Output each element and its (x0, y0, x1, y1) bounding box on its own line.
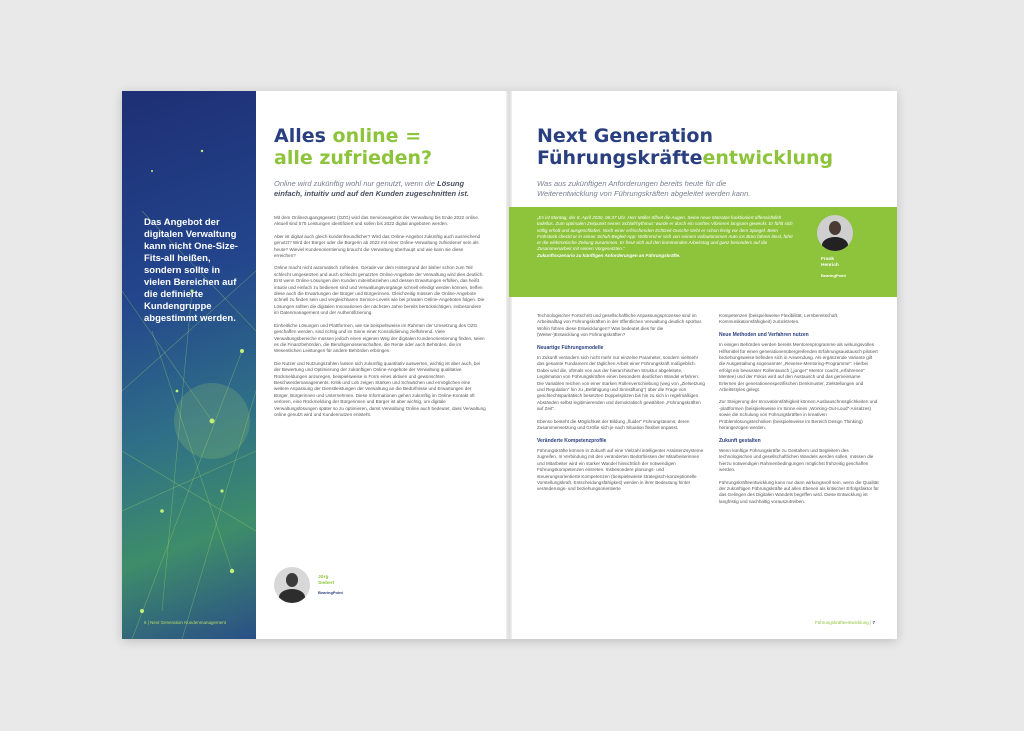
page-folio-left: 6 | Next Generation Kundenmanagement (144, 620, 226, 625)
right-page (509, 91, 897, 639)
left-page-lead (274, 179, 490, 199)
paragraph: Führungskräfte können in Zukunft auf eine Vielzahl intelligenter Assistenzsysteme zugreifen. In Verbindung mit den veränderten Bedürfnissen der Mitarbeiterinnen und Mitarbeiter wird ein starker Wandel hinsichtlich der notwendigen Führungskompetenzen eintreten. Insbesondere planungs- und steuerungsorientierte Kompetenzen (beispielsweise strategisch-konzeptionelle Vorstellungskraft, Entscheidungsfähigkeit) werden in ihrer Bedeutung hinter veränderungs- und beziehungsorientierte (537, 447, 704, 492)
panel-pull-quote: Das Angebot der digitalen Verwaltung kann nicht One-Size-Fits-all heißen, sondern sollte in vielen Bereichen auf die definierte Kundengruppe abgestimmt werden. (144, 217, 238, 324)
right-column-1 (537, 313, 705, 499)
section-heading: Neue Methoden und Verfahren nutzen (719, 331, 809, 338)
scenario-quote: „Es ist Montag, der 8. April 2030, 06:37 Uhr. Herr Müller öffnet die Augen. Seine neue Matratze funktioniert offensichtlich tadellos. Zum optimalen Zeitpunkt seines Schlafrhythmus' wurde er durch ein sanftes Vibrieren langsam geweckt. Er fühlt sich völlig erholt und ausgeschlafen. Noch einer erfrischenden Echtzeit-Dusche steht er schon fertig vor dem Spiegel. Beim Frühstück checkt er in seiner Schuh-Begleit-App: Während er sich von seinem vollautonomen Auto ins Büro fahren lässt, führt er die elektronische Zeitung zusammen. Er freut sich auf den kommenden Arbeitstag und ganz besonders auf die Zusammenarbeit mit seinen Vorgesetzten.“ (537, 215, 793, 252)
scenario-text (537, 215, 795, 259)
right-column-2 (719, 313, 879, 511)
page-folio-right (815, 620, 875, 625)
paragraph: Einheitliche Lösungen und Plattformen, wie sie beispielsweise im Rahmen der Umsetzung des OZG geschaffen werden, sind richtig und im Sinne einer Konsolidierung zielführend. Viele Verwaltungsbereiche müssen jedoch einen eigenen Weg der digitalen Kundenorientierung finden, seien es die Finanzbehörden, die Berufsgenossenschaften, die Rente oder auch Behörden, die im Wesentlichen Leistungen für andere Behörden erbringen. (274, 322, 485, 354)
section-heading: Veränderte Kompetenzprofile (537, 437, 607, 444)
paragraph: Mit dem Onlinezugangsgesetz (OZG) wird das Serviceangebot der Verwaltung bis Ende 2022 online. Aktuell sind 575 Leistungen identifiziert und sollen bis 2022 digital angeboten werden. (274, 215, 480, 227)
paragraph: In Zukunft verändern sich nicht mehr nur einzelne Parameter, sondern vielmehr das gesamte Fundament der täglichen Arbeit einer Führungskraft maßgeblich. Dabei wird die, oftmals von aus der hierarchischen Struktur abgeleitete, Legitimation von Führungskräften einen besonders deutlichen Wandel erfahren: Die Variablen reichen von einer starken Rollenverschiebung (weg von „Zielsetzung und Regulation“ hin zu „Befähigung und Sinnstiftung“) über die Frage von geschlechtsparitätisch besetzten Doppelspitzen bis hin zu sich in regelmäßigen Abständen selbst legitimierenden und demokratisch gewählten „Führungskräften auf Zeit“. (537, 355, 705, 412)
left-page (256, 91, 508, 639)
person-last-name: Henrich (821, 263, 839, 268)
person-name (821, 257, 839, 269)
left-page-title (274, 125, 494, 169)
paragraph: Führungskräfteentwicklung kann nur dann wirkungsvoll sein, wenn die Qualität der zukünftigen Führungskräfte auf allen Ebenen als kritischer Erfolgsfaktor für das Gelingen des Digitalen Wandels begriffen wird. Diese Entwicklung ist langfristig und nachhaltig vorauszutreiben. (719, 479, 879, 504)
title-part-zufrieden: alle zufrieden? (274, 147, 433, 169)
left-body-text (274, 215, 486, 424)
brochure-spread (122, 91, 897, 639)
title-part-alles: Alles (274, 125, 333, 147)
paragraph: Aber ist digital auch gleich kundenfreundlicher? Wird das Online-Angebot zukünftig auch ausreichend genutzt? Wird der Bürger oder die Bürgerin ab 2022 mit einer Online-Verwaltung zufriedener sein als heute? Wieviel Kundenorientierung braucht die Verwaltung überhaupt und wie kann sie diese erreichen? (274, 233, 481, 259)
portrait-head (829, 221, 841, 235)
author-first-name: Jörg (318, 575, 329, 580)
author-portrait (274, 567, 310, 603)
portrait-head (286, 573, 298, 587)
section-heading: Zukunft gestalten (719, 437, 761, 444)
folio-text: Führungskräfteentwicklung | (815, 620, 872, 625)
paragraph: In einigen Behörden werden bereits Mentorenprogramme als wirkungsvolles Hilfsmittel für einen generationenübergreifenden Erfahrungsaustausch pilotiert beziehungsweise befinden sich in Anwendung. Als ergänzende Variante gilt die Ausgestaltung sogenannter „Reverse-Mentoring-Programme“: Hierbei erfolgt ein bewusster Rollentausch („junger“ Mentor coacht „erfahrenen“ Mentee) und der Fokus wird auf den Austausch und das gemeinsame Erlernen der generationenspezifischen Denkmuster, Zielstellungen und Arbeitsstyles gelegt. (719, 342, 878, 393)
section-heading: Neuartige Führungsmodelle (537, 344, 604, 351)
decorative-network-panel (122, 91, 256, 639)
title-line-1: Next Generation (537, 125, 714, 147)
person-portrait (817, 215, 853, 251)
title-line-2b: entwicklung (702, 147, 834, 169)
paragraph: Online macht nicht automatisch zufrieden. Gerade vor dem Hintergrund der bisher schon zum Teil schlecht umgesetzten und auch schlecht genutzten Online-Angebote der Verwaltung wird dies deutlich. Erst wenn Online-Lösungen den Kunden miteinbeziehen und dessen Erwartungen erfüllen, das heißt intuitiv und einfach zu bedienen sind und Verwaltungsvorgänge schnell erledigt werden können, treffen diese auch die Erwartungen der Bürger und Bürgerinnen. Gleichzeitig müssen die Online-Angebote schnell zu finden sein und vergleichbaren Service-Levels wie bei privaten Online-Angeboten folgen. Die Lösungen sollten die digitalen Innovationen der nächsten Jahre bereits berücksichtigen, insbesondere im Datenmanagement und der Authentifizierung. (274, 265, 485, 316)
author-last-name: Siebert (318, 581, 335, 586)
paragraph: Technologischer Fortschritt und gesellschaftliche Anpassungsprozesse sind im Arbeitsalltag von Führungskräften in der öffentlichen Verwaltung deutlich spürbar. Wohin führen diese Entwicklungen? Was bedeutet dies für die (Weiter-)Entwicklung von Führungskräften? (537, 313, 703, 338)
paragraph: Ebenso besteht die Möglichkeit der Bildung „fluider“ Führungsteams, deren Zusammensetzung und Größe sich je nach Situation flexibel anpasst. (537, 418, 690, 431)
right-page-lead: Was aus zukünftigen Anforderungen bereits heute für die Weiterentwicklung von Führungskräften abgeleitet werden kann. (537, 179, 751, 198)
paragraph: Zur Steigerung der Innovationsfähigkeit können Ausbauschnüsglichkeiten und -plattformen (beispielsweise im Sinne eines „Working-Out-Loud“-Ansatzes) sowie die Schulung von Führungskräften in kreativen Problemlösungstechniken (beispielsweise im Bereich Design Thinking) herangezogen werden. (719, 399, 878, 431)
scenario-caption: Zukunftsszenario zu künftigen Anforderungen an Führungskräfte. (537, 252, 681, 258)
scenario-box (509, 207, 897, 297)
network-graphic (122, 91, 256, 639)
paragraph: Kompetenzen (beispielsweise Flexibilität, Lernbereitschaft, Kommunikationsfähigkeit) zurücktreten. (719, 313, 839, 325)
title-line-2a: Führungskräfte (537, 147, 703, 169)
portrait-shoulders (822, 237, 848, 251)
person-company: BearingPoint (821, 273, 846, 278)
paragraph: Die Nutzer und Nutzungszahlen lassen sich zukünftig quantitativ auswerten, wichtig ist aber auch, bei der Bewertung und Optimierung der zukünftigen Online-Angebote der Verwaltung qualitative Rückmeldungen anzuregen, beispielsweise in Form eines aktiven und gewünschten Beschwerdemanagements. Kritik und Lob zeigen Stärken und Schwächen und ermöglichen eine weitere Anpassung der Dienstleistungen der Verwaltung an die Bedürfnisse und Erwartungen der Bürger, Bürgerinnen und Unternehmen. Diese Informationen gehen zukünftig im Online-Kontakt oft verloren, eine Rückmeldung der Bürgerinnen und Bürger ist aber wichtig, um digitale Verwaltungslösungen später so zu optimieren, damit Verwaltung Online auch bedeutet, dass Verwaltung online genutzt wird und Kundennutzen entsteht. (274, 360, 486, 417)
author-name (318, 575, 334, 587)
title-part-online: online (332, 125, 399, 147)
folio-number: 7 (872, 620, 875, 625)
paragraph: Wenn künftige Führungskräfte zu Gestaltern und Begleitern des technologischen und gesellschaftlichen Wandels werden sollen, müssen die hierzu notwendigen Rahmenbedingungen möglichst frühzeitig geschaffen werden. (719, 447, 874, 473)
author-company: BearingPoint (318, 590, 343, 595)
right-page-title (537, 125, 877, 169)
title-part-equals: = (398, 125, 422, 147)
lead-text-bold: Lösung einfach, intuitiv und auf den Kunden zugeschnitten ist. (274, 179, 470, 198)
person-first-name: Frank (821, 257, 835, 262)
portrait-shoulders (279, 589, 305, 603)
lead-text: Online wird zukünftig wohl nur genutzt, wenn die (274, 179, 438, 188)
